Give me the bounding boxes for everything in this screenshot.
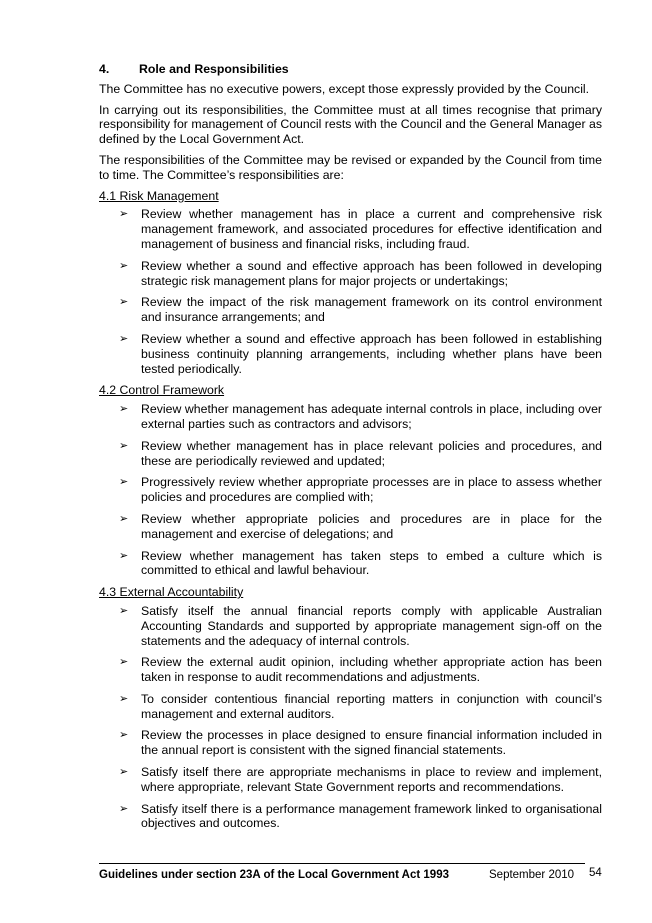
list-item-text: Review whether management has in place a current and comprehensive risk management framework, and associated procedures for effective identification and management of business and financial risks, including fraud. — [141, 207, 602, 251]
section-number: 4. — [99, 62, 110, 76]
intro-paragraph-2: In carrying out its responsibilities, the Committee must at all times recognise that primary responsibility for management of Council rests with the Council and the General Manager as defined by the Local Government Act. — [99, 102, 602, 147]
list-item — [99, 655, 602, 685]
list-item — [99, 332, 602, 376]
arrow-bullet-icon: ➢ — [119, 296, 129, 309]
document-body — [99, 62, 602, 838]
arrow-bullet-icon: ➢ — [119, 208, 129, 221]
section-title: Role and Responsibilities — [139, 62, 289, 76]
list-item — [99, 402, 602, 432]
bullet-list — [99, 402, 602, 578]
footer-divider — [99, 863, 585, 864]
list-item — [99, 549, 602, 579]
list-item-text: Review the processes in place designed to ensure financial information included in the annual report is consistent with the signed financial statements. — [141, 728, 602, 758]
list-item — [99, 728, 602, 758]
subsection-external-accountability — [99, 585, 602, 831]
list-item — [99, 512, 602, 542]
section-heading — [99, 62, 602, 77]
subsection-control-framework — [99, 383, 602, 578]
list-item — [99, 439, 602, 469]
list-item-text: Review the external audit opinion, including whether appropriate action has been taken in response to audit recommendations and adjustments. — [141, 655, 602, 685]
list-item-text: Review whether appropriate policies and procedures are in place for the management and exercise of delegations; and — [141, 511, 602, 541]
list-item-text: Review whether a sound and effective approach has been followed in establishing business continuity planning arrangements, including whether plans have been tested periodically. — [141, 331, 602, 376]
list-item-text: Review whether management has in place relevant policies and procedures, and these are periodically reviewed and updated; — [141, 438, 602, 468]
list-item-text: Satisfy itself there is a performance management framework linked to organisational objectives and outcomes. — [141, 801, 602, 831]
bullet-list — [99, 207, 602, 376]
subsection-risk-management — [99, 189, 602, 377]
intro-paragraph-3: The responsibilities of the Committee may be revised or expanded by the Council from time to time. The Committee’s responsibilities are: — [99, 152, 602, 182]
list-item — [99, 259, 602, 289]
list-item — [99, 475, 602, 505]
page-number: 54 — [589, 867, 602, 879]
footer-date: September 2010 — [489, 869, 575, 881]
arrow-bullet-icon: ➢ — [119, 439, 129, 452]
subsection-heading: 4.3 External Accountability — [99, 585, 244, 600]
list-item — [99, 692, 602, 722]
list-item-text: Review the impact of the risk management framework on its control environment and insurance arrangements; and — [141, 295, 602, 325]
list-item — [99, 802, 602, 832]
list-item — [99, 295, 602, 325]
list-item-text: Satisfy itself there are appropriate mechanisms in place to review and implement, where appropriate, relevant State Government reports and recommendations. — [141, 765, 602, 794]
arrow-bullet-icon: ➢ — [119, 766, 129, 779]
bullet-list — [99, 604, 602, 831]
arrow-bullet-icon: ➢ — [119, 604, 129, 617]
intro-paragraph-1: The Committee has no executive powers, except those expressly provided by the Council. — [99, 81, 590, 96]
arrow-bullet-icon: ➢ — [119, 729, 129, 742]
subsection-heading: 4.1 Risk Management — [99, 188, 219, 203]
list-item — [99, 765, 602, 795]
arrow-bullet-icon: ➢ — [119, 476, 129, 489]
list-item-text: Progressively review whether appropriate processes are in place to assess whether policies and procedures are complied with; — [141, 475, 602, 505]
list-item-text: Review whether management has taken steps to embed a culture which is committed to ethical and lawful behaviour. — [141, 548, 602, 578]
list-item — [99, 207, 602, 251]
list-item-text: To consider contentious financial reporting matters in conjunction with council’s management and external auditors. — [141, 691, 602, 721]
list-item-text: Review whether a sound and effective approach has been followed in developing strategic risk management plans for major projects or undertakings; — [141, 258, 602, 288]
list-item-text: Review whether management has adequate internal controls in place, including over external parties such as contractors and advisors; — [141, 402, 602, 431]
arrow-bullet-icon: ➢ — [119, 549, 129, 562]
arrow-bullet-icon: ➢ — [119, 403, 129, 416]
arrow-bullet-icon: ➢ — [119, 656, 129, 669]
arrow-bullet-icon: ➢ — [119, 692, 129, 705]
arrow-bullet-icon: ➢ — [119, 512, 129, 525]
arrow-bullet-icon: ➢ — [119, 259, 129, 272]
subsection-heading: 4.2 Control Framework — [99, 383, 225, 398]
arrow-bullet-icon: ➢ — [119, 802, 129, 815]
list-item-text: Satisfy itself the annual financial reports comply with applicable Australian Accounting Standards and supported by appropriate management sign-off on the statements and the adequacy of internal controls. — [141, 603, 602, 648]
list-item — [99, 604, 602, 648]
footer-title: Guidelines under section 23A of the Local Government Act 1993 — [99, 869, 449, 881]
arrow-bullet-icon: ➢ — [119, 332, 129, 345]
